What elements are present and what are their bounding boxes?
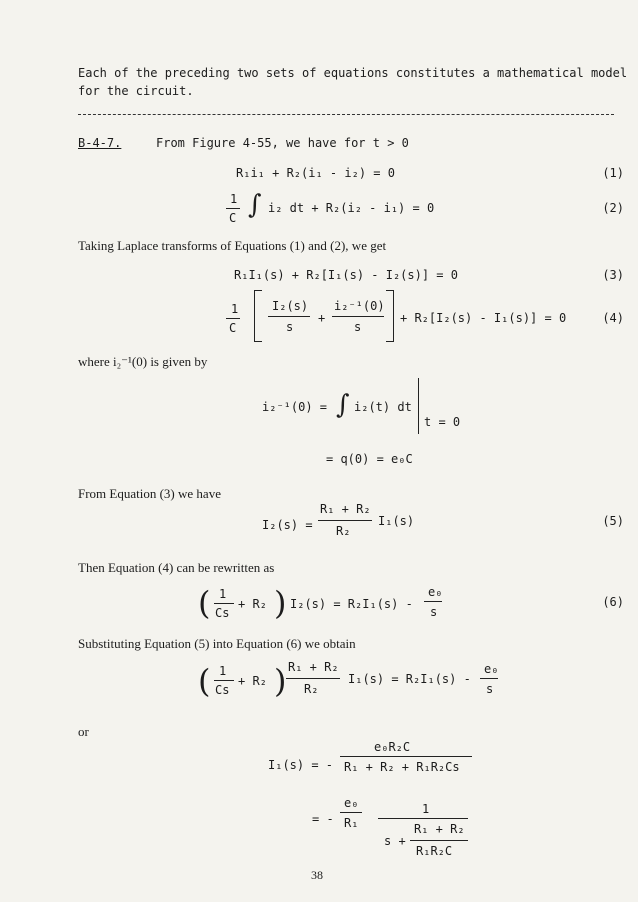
or-word: or xyxy=(78,724,89,739)
eq5-rhs: I₁(s) xyxy=(378,514,415,528)
equation-5-number: (5) xyxy=(602,514,624,528)
integral-lhs: i₂⁻¹(0) = xyxy=(262,400,328,414)
eq9-e0: e₀ xyxy=(344,796,359,810)
eq9-equals: = - xyxy=(312,812,334,826)
eq6-e0-line xyxy=(424,601,442,602)
problem-text: From Figure 4-55, we have for t > 0 xyxy=(156,136,409,150)
equation-2-rhs: i₂ dt + R₂(i₂ - i₁) = 0 xyxy=(268,201,435,215)
intro-line-2: for the circuit. xyxy=(78,84,194,98)
eq9-e0-line xyxy=(340,812,362,813)
equation-3-number: (3) xyxy=(602,268,624,282)
eq4-c: C xyxy=(229,321,237,335)
integral-sign: ∫ xyxy=(248,190,262,220)
eq7-frac-line xyxy=(214,680,234,681)
eq9-inner-denominator: R₁R₂C xyxy=(416,844,453,858)
eq4-one-line xyxy=(226,318,240,319)
eq4-term1-denominator: s xyxy=(286,320,294,334)
eq9-one: 1 xyxy=(422,802,430,816)
integral-sign-2: ∫ xyxy=(336,390,350,420)
eq4-plus: + xyxy=(318,311,326,325)
eq9-main-line xyxy=(378,818,468,819)
eq4-term2-numerator: i₂⁻¹(0) xyxy=(334,299,385,313)
eq6-rest: I₂(s) = R₂I₁(s) - xyxy=(290,597,413,611)
eq4-term2-denominator: s xyxy=(354,320,362,334)
problem-label: B-4-7. xyxy=(78,136,122,150)
eq6-mid: + R₂ xyxy=(238,597,267,611)
equation-2-number: (2) xyxy=(602,201,624,215)
eq9-inner-line xyxy=(410,840,468,841)
eq2-frac-line xyxy=(226,208,240,209)
equation-3: R₁I₁(s) + R₂[I₁(s) - I₂(s)] = 0 xyxy=(234,268,458,282)
eq8-denominator: R₁ + R₂ + R₁R₂Cs xyxy=(344,760,460,774)
right-bracket xyxy=(386,290,394,342)
eq7-rest: I₁(s) = R₂I₁(s) - xyxy=(348,672,471,686)
equation-6-number: (6) xyxy=(602,595,624,609)
eq5-frac-line xyxy=(318,520,372,521)
substituting-sentence: Substituting Equation (5) into Equation (6) we obtain xyxy=(78,636,356,651)
integral-limit: t = 0 xyxy=(424,415,461,429)
eq8-numerator: e₀R₂C xyxy=(374,740,411,754)
eq2-frac-numerator: 1 xyxy=(230,192,238,206)
eq6-s: s xyxy=(430,605,438,619)
from-eq3-sentence: From Equation (3) we have xyxy=(78,486,221,501)
eq7-frac-denominator: R₂ xyxy=(304,682,319,696)
eq7-main-frac-line xyxy=(286,678,340,679)
equation-1: R₁i₁ + R₂(i₁ - i₂) = 0 xyxy=(236,166,395,180)
eq4-term1-numerator: I₂(s) xyxy=(272,299,309,313)
eq6-right-paren: ) xyxy=(274,584,287,622)
eq4-term1-line xyxy=(268,316,310,317)
equation-1-number: (1) xyxy=(602,166,624,180)
then-sentence: Then Equation (4) can be rewritten as xyxy=(78,560,275,575)
left-bracket xyxy=(254,290,262,342)
eq6-frac-line xyxy=(214,603,234,604)
eq7-one: 1 xyxy=(219,664,227,678)
eq6-left-paren: ( xyxy=(198,584,211,622)
eq4-term2-line xyxy=(332,316,384,317)
eq7-e0-line xyxy=(480,678,498,679)
integral-rhs: i₂(t) dt xyxy=(354,400,412,414)
eq9-inner-numerator: R₁ + R₂ xyxy=(414,822,465,836)
page-number: 38 xyxy=(311,868,323,882)
eq6-one: 1 xyxy=(219,587,227,601)
eq5-numerator: R₁ + R₂ xyxy=(320,502,371,516)
eq7-e0: e₀ xyxy=(484,662,499,676)
eq7-frac-numerator: R₁ + R₂ xyxy=(288,660,339,674)
eq4-rest: + R₂[I₂(s) - I₁(s)] = 0 xyxy=(400,311,567,325)
evaluation-bar xyxy=(418,378,419,434)
section-divider xyxy=(78,114,614,115)
eq9-s-plus: s + xyxy=(384,834,406,848)
eq7-mid: + R₂ xyxy=(238,674,267,688)
eq6-e0: e₀ xyxy=(428,585,443,599)
eq7-cs: Cs xyxy=(215,683,230,697)
eq2-frac-denominator: C xyxy=(229,211,237,225)
eq9-r1: R₁ xyxy=(344,816,359,830)
where-sentence: where i₂⁻¹(0) is given by xyxy=(78,354,208,369)
eq5-denominator: R₂ xyxy=(336,524,351,538)
charge-line: = q(0) = e₀C xyxy=(326,452,413,466)
intro-line-1: Each of the preceding two sets of equations constitutes a mathematical model xyxy=(78,66,628,80)
laplace-sentence: Taking Laplace transforms of Equations (1) and (2), we get xyxy=(78,238,387,253)
eq7-s: s xyxy=(486,682,494,696)
eq6-cs: Cs xyxy=(215,606,230,620)
eq8-lhs: I₁(s) = - xyxy=(268,758,334,772)
eq7-left-paren: ( xyxy=(198,662,211,700)
equation-4-number: (4) xyxy=(602,311,624,325)
eq4-one: 1 xyxy=(231,302,239,316)
eq8-frac-line xyxy=(340,756,472,757)
eq7-right-paren: ) xyxy=(274,662,287,700)
eq5-lhs: I₂(s) = xyxy=(262,518,313,532)
